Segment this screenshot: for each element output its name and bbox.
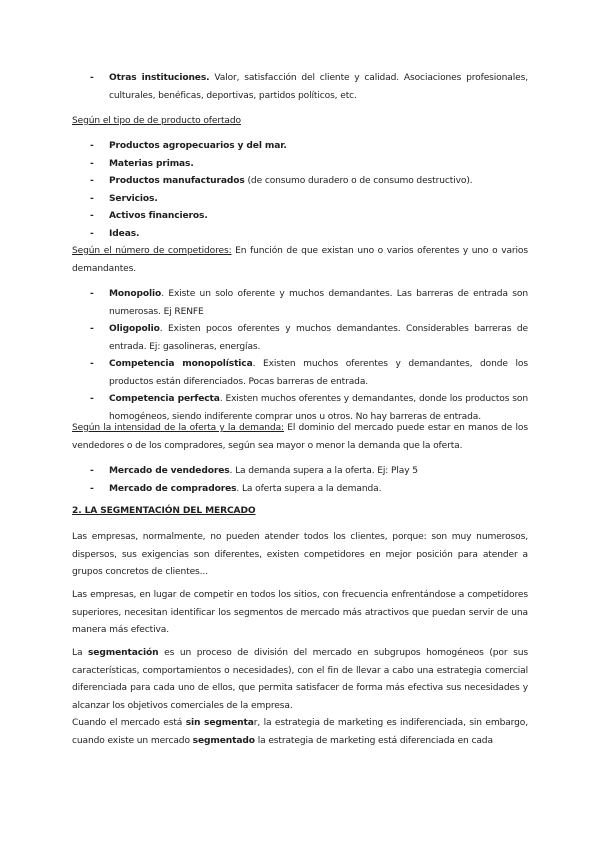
- paragraph-2: Las empresas, en lugar de competir en todos los sitios, con frecuencia enfrentándose a competidores superiores, necesitan identificar los segmentos de mercado más atractivos que puedan servir de una manera más efectiva.: [72, 590, 528, 635]
- competitors-intro: Según el número de competidores: En función de que existan uno o varios oferentes y uno o varios demandantes.: [72, 246, 528, 274]
- list-item: - Competencia monopolística. Existen muchos oferentes y demandantes, donde los productos están diferenciados. Pocas barreras de entrada.: [72, 356, 528, 391]
- intensity-list: [72, 463, 528, 498]
- paragraph-4: Cuando el mercado está sin segmentar, la estrategia de marketing es indiferenciada, sin embargo, cuando existe un mercado segmentado la estrategia de marketing está diferenciada en cada: [72, 718, 529, 746]
- list-item: - Oligopolio. Existen pocos oferentes y muchos demandantes. Considerables barreras de entrada. Ej: gasolineras, energías.: [72, 321, 528, 356]
- list-item: - Servicios.: [72, 191, 528, 209]
- intensity-intro: Según la intensidad de la oferta y la demanda: El dominio del mercado puede estar en manos de los vendedores o de los compradores, según sea mayor o menor la demanda que la oferta.: [72, 423, 528, 451]
- list-item: - Otras instituciones. Valor, satisfacción del cliente y calidad. Asociaciones profesionales, culturales, benéficas, deportivas, partidos políticos, etc.: [72, 70, 528, 105]
- list-item: - Mercado de compradores. La oferta supera a la demanda.: [72, 481, 528, 499]
- product-type-heading: Según el tipo de de producto ofertado: [72, 116, 241, 126]
- top-list: [72, 70, 528, 105]
- section-title: 2. LA SEGMENTACIÓN DEL MERCADO: [72, 506, 256, 516]
- list-item: - Productos manufacturados (de consumo duradero o de consumo destructivo).: [72, 173, 528, 191]
- list-item: - Competencia perfecta. Existen muchos oferentes y demandantes, donde los productos son homogéneos, siendo indiferente comprar unos u otros. No hay barreras de entrada.: [72, 391, 528, 426]
- list-item: - Productos agropecuarios y del mar.: [72, 138, 528, 156]
- product-type-list: [72, 138, 528, 243]
- paragraph-1: Las empresas, normalmente, no pueden atender todos los clientes, porque: son muy numerosos, dispersos, sus exigencias son diferentes, existen competidores en mejor posición para atender a grupos concretos de clientes...: [72, 532, 528, 577]
- list-item: - Mercado de vendedores. La demanda supera a la oferta. Ej: Play 5: [72, 463, 528, 481]
- paragraph-3: La segmentación es un proceso de división del mercado en subgrupos homogéneos (por sus características, comportamientos o necesidades), con el fin de llevar a cabo una estrategia comercial diferenciada para cada uno de ellos, que permita satisfacer de forma más efectiva sus necesidades y alcanzar los objetivos comerciales de la empresa.: [72, 648, 528, 711]
- list-item: - Activos financieros.: [72, 208, 528, 226]
- list-item: - Ideas.: [72, 226, 528, 244]
- list-item: - Materias primas.: [72, 156, 528, 174]
- competitors-list: [72, 286, 528, 426]
- list-item: - Monopolio. Existe un solo oferente y muchos demandantes. Las barreras de entrada son numerosas. Ej RENFE: [72, 286, 528, 321]
